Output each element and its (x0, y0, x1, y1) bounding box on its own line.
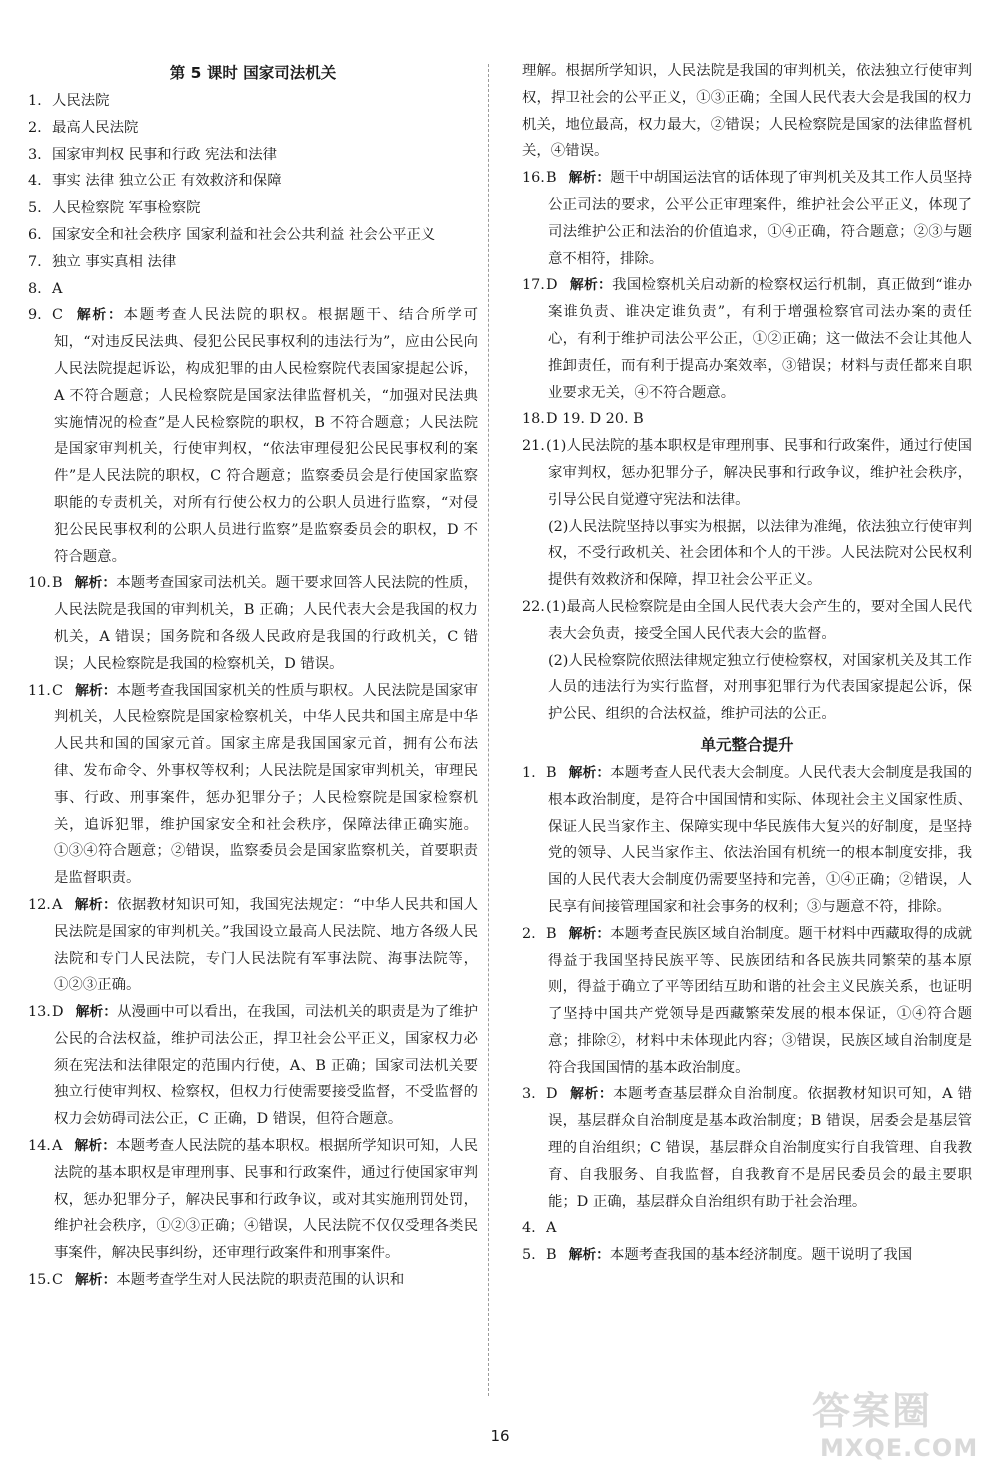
answer-item (28, 1133, 478, 1267)
section-title-unit-review: 单元整合提升 (700, 735, 794, 754)
analysis-label: 解析： (75, 1272, 117, 1289)
answer-item (28, 88, 478, 115)
answer-letter: B (546, 170, 557, 187)
analysis-label: 解析： (75, 307, 124, 324)
answer-letter: B (52, 575, 63, 592)
answer-text: 本题考查我国国家机关的性质与职权。人民法院是国家审判机关，人民检察院是国家检察机关，中华人民共和国主席是中华人民共和国的国家元首。国家主席是我国国家元首，拥有公布法律、发布命令、外事权等权利；人民法院是国家审判机关，审理民事、行政、刑事案件，惩办犯罪分子；人民检察院是国家检察机关，追诉犯罪，维护国家安全和社会秩序，保障法律正确实施。①③④符合题意；②错误，监察委员会是国家监察机关，首要职责是监督职责。 (54, 682, 478, 887)
analysis-label: 解析： (568, 170, 611, 187)
left-answer-list (28, 88, 478, 1294)
answer-item (28, 999, 478, 1133)
answer-item (28, 678, 478, 892)
page-number: 16 (490, 1427, 510, 1445)
answer-item (522, 272, 972, 406)
answer-text: 本题考查我国的基本经济制度。题干说明了我国 (609, 1247, 913, 1264)
answer-item (28, 168, 478, 195)
unit-answer-list (522, 760, 972, 1269)
item-number: 6. (28, 226, 42, 243)
answer-letter: A (52, 1138, 63, 1155)
answer-text: 本题考查人民法院的职权。根据题干、结合所学可知，“对违反民法典、侵犯公民民事权利的违法行为”，应由公民向人民法院提起诉讼，构成犯罪的由人民检察院代表国家提起公诉，A 不符合题意；人民检察院是国家法律监督机关，“加强对民法典实施情况的检查”是人民检察院的职权，B 不符合题意；人民法院是国家审判机关，行使审判权，“依法审理侵犯公民民事权利的案件”是人民法院的职权，C 符合题意；监察委员会是行使国家监察职能的专责机关，对所有行使公权力的公职人员进行监察，“对侵犯公民民事权利的公职人员进行监察”是监察委员会的职权，D 不符合题意。 (54, 307, 478, 565)
section-title-lesson5: 第 5 课时 国家司法机关 (169, 64, 337, 82)
answer-letter: C (52, 1272, 64, 1289)
answer-letter: B (546, 764, 557, 781)
answer-item (28, 142, 478, 169)
item-number: 13. (28, 1004, 51, 1021)
answer-text: D 19. D 20. B (546, 411, 644, 428)
item-number: 2. (28, 119, 42, 136)
answer-letter: C (52, 682, 64, 699)
q15-continuation: 理解。根据所学知识，人民法院是我国的审判机关，依法独立行使审判权，捍卫社会的公平正义，①③正确；全国人民代表大会是我国的权力机关，地位最高，权力最大，②错误；人民检察院是国家的法律监督机关，④错误。 (522, 63, 972, 160)
analysis-label: 解析： (569, 277, 613, 294)
answer-letter: B (546, 1247, 557, 1264)
right-column (522, 58, 972, 1269)
answer-item (28, 570, 478, 677)
item-number: 18. (522, 411, 545, 428)
answer-letter: D (546, 277, 558, 294)
analysis-label: 解析： (74, 896, 118, 913)
analysis-label: 解析： (568, 764, 611, 781)
item-number: 1. (522, 764, 536, 781)
answer-letter: D (546, 1086, 558, 1103)
answer-item (522, 406, 972, 433)
analysis-label: 解析： (568, 1247, 610, 1264)
answer-item (522, 760, 972, 921)
answer-text: 本题考查人民代表大会制度。人民代表大会制度是我国的根本政治制度，是符合中国国情和实际、体现社会主义国家性质、保证人民当家作主、保障实现中华民族伟大复兴的好制度，是坚持党的领导、人民当家作主、依法治国有机统一的根本制度安排，我国的人民代表大会制度仍需要坚持和完善，①④正确；②错误，人民享有间接管理国家和社会事务的权利；③与题意不符，排除。 (548, 764, 972, 915)
answer-item (522, 165, 972, 272)
item-number: 4. (28, 173, 42, 190)
item-number: 14. (28, 1138, 51, 1155)
answer-text: 最高人民法院 (52, 119, 139, 136)
item-number: 3. (522, 1086, 536, 1103)
item-number: 15. (28, 1272, 51, 1289)
item-number: 3. (28, 146, 42, 163)
analysis-label: 解析： (74, 1138, 117, 1155)
answer-item (28, 222, 478, 249)
answer-item (28, 249, 478, 276)
answer-text: 本题考查国家司法机关。题干要求回答人民法院的性质，人民法院是我国的审判机关，B 正确；人民代表大会是我国的权力机关，A 错误；国务院和各级人民政府是我国的行政机关，C 错误；人民检察院是我国的检察机关，D 错误。 (54, 575, 478, 672)
answer-letter: C (52, 307, 64, 324)
answer-letter: D (52, 1004, 64, 1021)
answer-item (28, 892, 478, 999)
answer-item (28, 1267, 478, 1294)
q22-part1: (1)最高人民检察院是由全国人民代表大会产生的，要对全国人民代表大会负责，接受全国人民代表大会的监督。 (546, 598, 972, 642)
item-number: 11. (28, 682, 51, 699)
answer-text: 本题考查人民法院的基本职权。根据所学知识可知，人民法院的基本职权是审理刑事、民事和行政案件，通过行使国家审判权，惩办犯罪分子，解决民事和行政争议，或对其实施刑罚处罚，维护社会秩序，①②③正确；④错误，人民法院不仅仅受理各类民事案件，解决民事纠纷，还审理行政案件和刑事案件。 (54, 1138, 478, 1262)
watermark-main-text: 答案圈 (812, 1389, 933, 1433)
answer-text: 人民法院 (52, 93, 110, 109)
item-number: 16. (522, 170, 545, 187)
answer-item-21 (522, 433, 972, 513)
answer-item (522, 1242, 972, 1269)
answer-item (28, 195, 478, 222)
answer-text: 依据教材知识可知，我国宪法规定：“中华人民共和国人民法院是国家的审判机关。”我国设立最高人民法院、地方各级人民法院和专门人民法院，专门人民法院有军事法院、海事法院等，①②③正确。 (54, 896, 479, 994)
answer-item (522, 1081, 972, 1215)
item-number: 5. (28, 200, 42, 217)
answer-text: 本题考查学生对人民法院的职责范围的认识和 (116, 1272, 405, 1289)
item-number: 7. (28, 253, 42, 270)
column-divider (488, 64, 489, 1396)
item-number: 5. (522, 1247, 536, 1264)
left-column (28, 58, 478, 1294)
answer-item-22 (522, 594, 972, 648)
q21-part2: (2)人民法院坚持以事实为根据，以法律为准绳，依法独立行使审判权，不受行政机关、社会团体和个人的干涉。人民法院对公民权利提供有效救济和保障，捍卫社会公平正义。 (548, 518, 972, 589)
right-answer-list (522, 165, 972, 433)
answer-letter: A (52, 896, 63, 913)
answer-text: 人民检察院 军事检察院 (52, 200, 201, 217)
item-number: 21. (522, 438, 545, 455)
analysis-label: 解析： (74, 575, 117, 592)
item-number: 12. (28, 896, 51, 913)
analysis-label: 解析： (568, 925, 611, 942)
answer-item (28, 276, 478, 303)
answer-item (522, 921, 972, 1082)
item-number: 17. (522, 277, 545, 294)
item-number: 1. (28, 93, 42, 109)
answer-text: A (52, 280, 63, 297)
answer-item (522, 1215, 972, 1242)
answer-text: 本题考查基层群众自治制度。依据教材知识可知，A 错误，基层群众自治制度是基本政治制度；B 错误，居委会是基层管理的自治组织；C 错误，基层群众自治制度实行自我管理、自我教育、自我服务、自我监督，自我教育不是居民委员会的最主要职能；D 正确，基层群众自治组织有助于社会治理。 (548, 1086, 973, 1210)
q21-part1: (1)人民法院的基本职权是审理刑事、民事和行政案件，通过行使国家审判权，惩办犯罪分子，解决民事和行政争议，维护社会秩序，引导公民自觉遵守宪法和法律。 (546, 438, 972, 508)
item-number: 9. (28, 307, 42, 324)
item-number: 8. (28, 280, 42, 297)
answer-letter: B (546, 925, 557, 942)
q22-part2: (2)人民检察院依照法律规定独立行使检察权，对国家机关及其工作人员的违法行为实行监督，对刑事犯罪行为代表国家提起公诉，保护公民、组织的合法权益，维护司法的公正。 (548, 652, 972, 723)
analysis-label: 解析： (75, 682, 117, 699)
answer-text: 从漫画中可以看出，在我国，司法机关的职责是为了维护公民的合法权益，维护司法公正，捍卫社会公平正义，国家权力必须在宪法和法律限定的范围内行使，A、B 正确；国家司法机关要独立行使审判权、检察权，但权力行使需要接受监督，不受监督的权力会妨碍司法公正，C 正确，D 错误，但符合题意。 (54, 1004, 478, 1128)
answer-text: 事实 法律 独立公正 有效救济和保障 (52, 173, 282, 190)
answer-text: 我国检察机关启动新的检察权运行机制，真正做到“谁办案谁负责、谁决定谁负责”，有利于增强检察官司法办案的责任心，有利于维护司法公平公正，①②正确；这一做法不会让其他人推卸责任，而有利于提高办案效率，③错误；材料与责任都来自职业要求无关，④不符合题意。 (548, 277, 973, 401)
answer-item (28, 115, 478, 142)
analysis-label: 解析： (569, 1086, 614, 1103)
answer-text: 题干中胡国运法官的话体现了审判机关及其工作人员坚持公正司法的要求，公平公正审理案件，维护社会公平正义，体现了司法维护公正和法治的价值追求，①④正确，符合题意；②③与题意不相符，排除。 (548, 170, 972, 267)
answer-item (28, 302, 478, 570)
watermark-site-text: MXQE.COM (820, 1434, 979, 1462)
answer-text: 国家审判权 民事和行政 宪法和法律 (52, 146, 278, 163)
answer-text: A (546, 1220, 557, 1237)
answer-text: 国家安全和社会秩序 国家利益和社会公共利益 社会公平正义 (52, 226, 436, 243)
item-number: 22. (522, 598, 545, 615)
analysis-label: 解析： (75, 1004, 118, 1021)
watermark-logo (812, 1380, 987, 1468)
answer-text: 独立 事实真相 法律 (52, 253, 177, 270)
item-number: 2. (522, 925, 536, 942)
item-number: 4. (522, 1220, 536, 1237)
answer-text: 本题考查民族区域自治制度。题干材料中西藏取得的成就得益于我国坚持民族平等、民族团结和各民族共同繁荣的基本原则，得益于确立了平等团结互助和谐的社会主义民族关系，也证明了坚持中国共产党领导是西藏繁荣发展的根本保证，①④符合题意；排除②，材料中未体现此内容；③错误，民族区域自治制度是符合我国国情的基本政治制度。 (548, 925, 972, 1076)
item-number: 10. (28, 575, 51, 592)
